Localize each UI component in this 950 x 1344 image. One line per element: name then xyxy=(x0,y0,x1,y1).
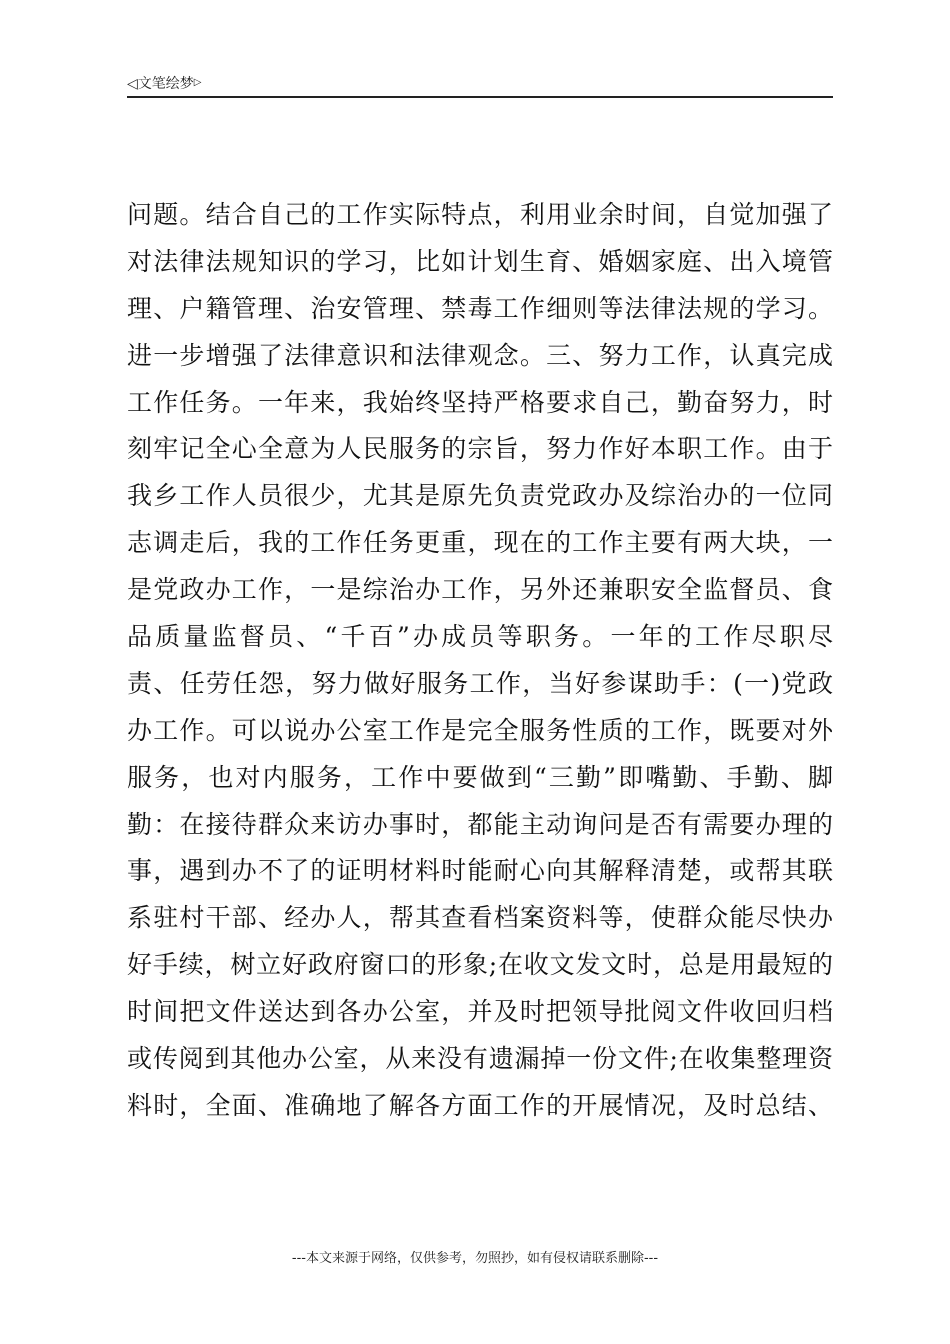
page-footer: ---本文来源于网络，仅供参考，勿照抄，如有侵权请联系删除--- xyxy=(291,1251,659,1266)
body-line: 理、户籍管理、治安管理、禁毒工作细则等法律法规的学习。 xyxy=(127,293,833,323)
document-body xyxy=(127,192,833,1130)
brand-text: 文笔绘梦 xyxy=(137,76,194,92)
body-line: 责、任劳任怨，努力做好服务工作，当好参谋助手：(一)党政 xyxy=(127,668,833,698)
body-line: 勤：在接待群众来访办事时，都能主动询问是否有需要办理的 xyxy=(127,809,833,839)
body-line: 问题。结合自己的工作实际特点，利用业余时间，自觉加强了 xyxy=(127,200,833,229)
page-header xyxy=(127,70,833,98)
body-line: 系驻村干部、经办人，帮其查看档案资料等，使群众能尽快办 xyxy=(127,903,833,933)
body-line: 工作任务。一年来，我始终坚持严格要求自己，勤奋努力，时 xyxy=(127,387,833,417)
body-line: 料时，全面、准确地了解各方面工作的开展情况，及时总结、 xyxy=(127,1090,833,1120)
body-line: 志调走后，我的工作任务更重，现在的工作主要有两大块，一 xyxy=(127,528,833,558)
body-line: 品质量监督员、“千百”办成员等职务。一年的工作尽职尽 xyxy=(127,622,833,652)
body-line: 对法律法规知识的学习，比如计划生育、婚姻家庭、出入境管 xyxy=(127,246,833,276)
body-line: 好手续，树立好政府窗口的形象;在收文发文时，总是用最短的 xyxy=(127,950,833,980)
body-line: 服务，也对内服务，工作中要做到“三勤”即嘴勤、手勤、脚 xyxy=(127,762,833,792)
body-line: 事，遇到办不了的证明材料时能耐心向其解释清楚，或帮其联 xyxy=(127,856,833,886)
left-triangle-icon: ◁ xyxy=(127,76,138,92)
body-line: 刻牢记全心全意为人民服务的宗旨，努力作好本职工作。由于 xyxy=(127,434,833,464)
body-line: 或传阅到其他办公室，从来没有遗漏掉一份文件;在收集整理资 xyxy=(127,1044,833,1074)
body-line: 时间把文件送达到各办公室，并及时把领导批阅文件收回归档 xyxy=(127,997,833,1027)
body-line: 进一步增强了法律意识和法律观念。三、努力工作，认真完成 xyxy=(127,340,833,370)
header-brand xyxy=(127,74,201,93)
body-line: 是党政办工作，一是综治办工作，另外还兼职安全监督员、食 xyxy=(127,575,833,605)
right-triangle-icon: ▷ xyxy=(193,77,202,88)
body-line: 我乡工作人员很少，尤其是原先负责党政办及综治办的一位同 xyxy=(127,481,833,511)
body-line: 办工作。可以说办公室工作是完全服务性质的工作，既要对外 xyxy=(127,715,833,745)
